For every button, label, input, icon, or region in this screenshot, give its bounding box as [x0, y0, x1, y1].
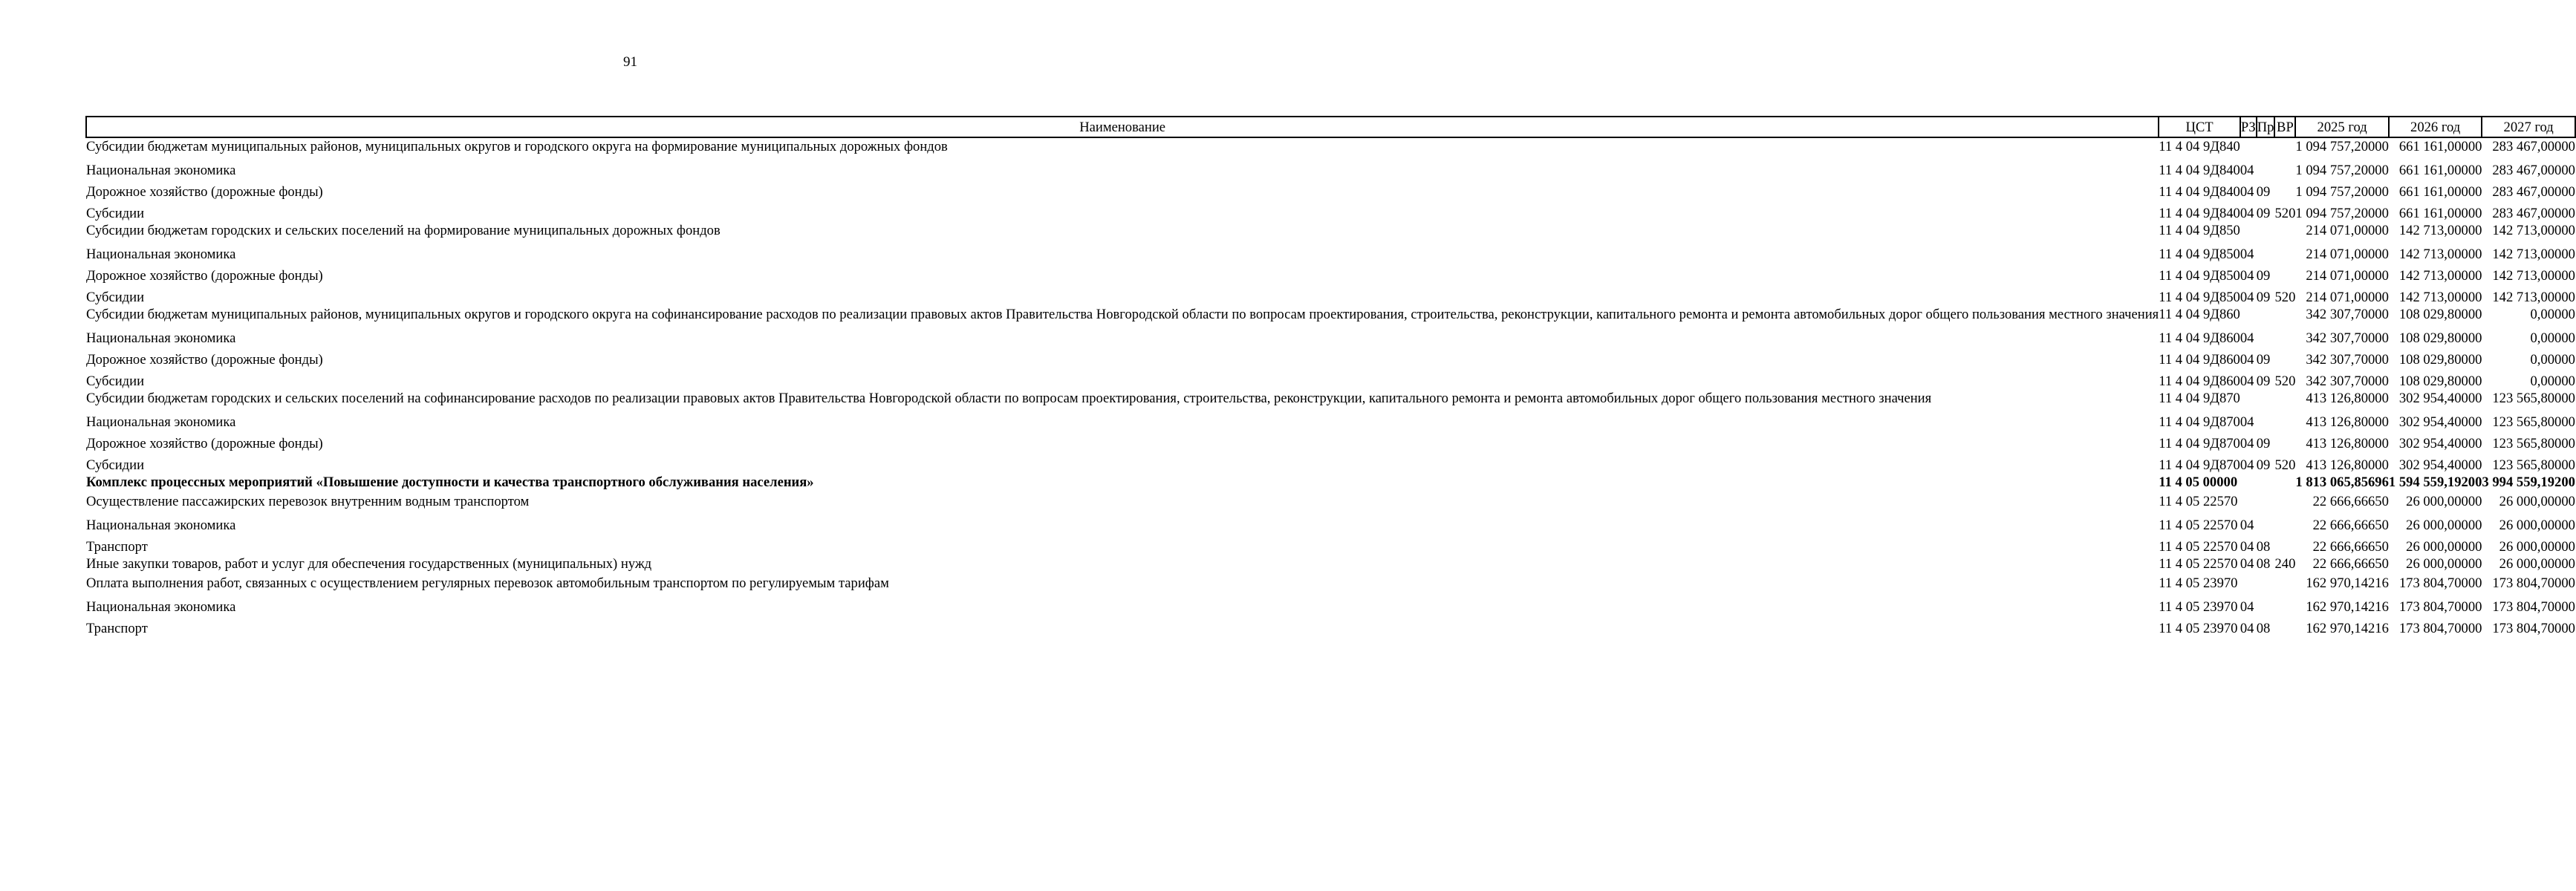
cell-vr	[2274, 347, 2295, 368]
cell-2025: 162 970,14216	[2306, 599, 2389, 615]
cell-2027: 26 000,00000	[2499, 556, 2575, 572]
table-row	[86, 241, 2575, 263]
cell-name: Осуществление пассажирских перевозок внутренним водным транспортом	[86, 494, 530, 509]
cell-vr	[2274, 306, 2295, 325]
cell-2026: 1 594 559,19200	[2388, 474, 2482, 490]
table-row	[86, 616, 2575, 637]
table-row	[86, 157, 2575, 179]
cell-rz: 04	[2240, 352, 2254, 368]
table-row	[86, 179, 2575, 200]
cell-cst: 11 4 05 23970	[2159, 599, 2238, 615]
cell-2027: 283 467,00000	[2492, 184, 2575, 200]
cell-cst: 11 4 04 9Д870	[2159, 457, 2240, 473]
table-row	[86, 137, 2575, 157]
cell-rz: 04	[2240, 247, 2254, 262]
header-pr: Пр	[2257, 117, 2275, 137]
cell-cst: 11 4 05 00000	[2159, 474, 2238, 490]
cell-name: Дорожное хозяйство (дорожные фонды)	[86, 352, 323, 368]
cell-2026: 173 804,70000	[2398, 621, 2482, 636]
cell-2027: 123 565,80000	[2492, 457, 2575, 473]
table-row	[86, 263, 2575, 284]
cell-2027: 26 000,00000	[2499, 539, 2575, 555]
cell-vr: 240	[2274, 556, 2296, 572]
cell-rz: 04	[2240, 556, 2254, 572]
cell-rz	[2240, 493, 2257, 512]
cell-2026: 661 161,00000	[2398, 184, 2482, 200]
cell-2025: 1 094 757,20000	[2295, 139, 2389, 154]
cell-vr	[2274, 616, 2295, 637]
cell-2025: 413 126,80000	[2306, 436, 2389, 451]
cell-pr	[2257, 222, 2275, 241]
cell-2026: 142 713,00000	[2398, 290, 2482, 305]
cell-vr	[2274, 474, 2295, 493]
cell-2027: 123 565,80000	[2492, 414, 2575, 430]
cell-2026: 173 804,70000	[2398, 575, 2482, 591]
cell-pr	[2257, 390, 2275, 409]
cell-name: Субсидии	[86, 206, 145, 221]
cell-pr	[2257, 474, 2275, 493]
cell-pr	[2257, 241, 2275, 263]
cell-2025: 22 666,66650	[2312, 556, 2389, 572]
cell-2025: 342 307,70000	[2306, 373, 2389, 389]
cell-2027: 0,00000	[2530, 307, 2575, 322]
cell-name: Национальная экономика	[86, 518, 236, 533]
cell-vr: 520	[2274, 206, 2296, 221]
cell-cst: 11 4 04 9Д850	[2159, 223, 2240, 238]
cell-vr	[2274, 409, 2295, 431]
table-row	[86, 347, 2575, 368]
cell-pr: 09	[2256, 457, 2271, 473]
cell-cst: 11 4 04 9Д840	[2159, 206, 2240, 221]
cell-2027: 0,00000	[2530, 373, 2575, 389]
cell-2027: 26 000,00000	[2499, 518, 2575, 533]
cell-2025: 413 126,80000	[2306, 414, 2389, 430]
cell-2027: 283 467,00000	[2492, 139, 2575, 154]
cell-2025: 22 666,66650	[2312, 518, 2389, 533]
cell-rz: 04	[2240, 290, 2254, 305]
cell-cst: 11 4 05 23970	[2159, 621, 2238, 636]
cell-name: Субсидии бюджетам муниципальных районов, муниципальных округов и городского округа на формирование муниципальных дорожных фондов	[86, 139, 948, 154]
cell-pr: 08	[2256, 621, 2271, 636]
cell-name: Национальная экономика	[86, 330, 236, 346]
cell-rz: 04	[2240, 373, 2254, 389]
cell-2026: 661 161,00000	[2398, 163, 2482, 178]
header-2027: 2027 год	[2482, 117, 2575, 137]
cell-cst: 11 4 04 9Д850	[2159, 268, 2240, 284]
cell-rz: 04	[2240, 621, 2254, 636]
table-row	[86, 452, 2575, 474]
cell-pr: 09	[2256, 352, 2271, 368]
cell-2025: 162 970,14216	[2306, 575, 2389, 591]
cell-pr	[2257, 137, 2275, 157]
cell-vr	[2274, 575, 2295, 594]
cell-cst: 11 4 04 9Д860	[2159, 352, 2240, 368]
cell-2027: 283 467,00000	[2492, 206, 2575, 221]
cell-name: Субсидии бюджетам городских и сельских поселений на софинансирование расходов по реализации правовых актов Правительства Новгородской области по вопросам проектирования, строительства, реконструкции, капитального ремонта и ремонта автомобильных дорог общего пользования местного значения	[86, 391, 1932, 406]
cell-cst: 11 4 04 9Д870	[2159, 391, 2240, 406]
cell-vr	[2274, 137, 2295, 157]
cell-vr: 520	[2274, 290, 2296, 305]
cell-name: Национальная экономика	[86, 599, 236, 615]
cell-cst: 11 4 04 9Д860	[2159, 373, 2240, 389]
cell-rz: 04	[2240, 163, 2254, 178]
cell-2026: 661 161,00000	[2398, 206, 2482, 221]
page-number: 91	[623, 54, 637, 70]
table-row	[86, 200, 2575, 222]
cell-2026: 26 000,00000	[2406, 518, 2482, 533]
cell-2026: 142 713,00000	[2398, 247, 2482, 262]
cell-cst: 11 4 04 9Д870	[2159, 414, 2240, 430]
cell-2025: 22 666,66650	[2312, 494, 2389, 509]
cell-name: Транспорт	[86, 539, 148, 555]
cell-pr	[2257, 325, 2275, 347]
cell-rz: 04	[2240, 518, 2254, 533]
cell-rz: 04	[2240, 268, 2254, 284]
cell-name: Субсидии	[86, 290, 145, 305]
cell-name: Национальная экономика	[86, 163, 236, 178]
cell-name: Транспорт	[86, 621, 148, 636]
cell-name: Дорожное хозяйство (дорожные фонды)	[86, 184, 323, 200]
cell-2026: 302 954,40000	[2398, 436, 2482, 451]
cell-rz: 04	[2240, 206, 2254, 221]
cell-vr	[2274, 534, 2295, 555]
cell-2025: 214 071,00000	[2306, 247, 2389, 262]
table-row	[86, 284, 2575, 306]
cell-name: Дорожное хозяйство (дорожные фонды)	[86, 268, 323, 284]
cell-2027: 0,00000	[2530, 330, 2575, 346]
table-row	[86, 325, 2575, 347]
cell-pr: 09	[2256, 268, 2271, 284]
cell-cst: 11 4 04 9Д840	[2159, 184, 2240, 200]
cell-vr	[2274, 157, 2295, 179]
table-row	[86, 555, 2575, 575]
header-2025: 2025 год	[2295, 117, 2389, 137]
cell-vr: 520	[2274, 373, 2296, 389]
table-row	[86, 474, 2575, 493]
cell-vr	[2274, 222, 2295, 241]
cell-2026: 26 000,00000	[2406, 556, 2482, 572]
cell-2026: 108 029,80000	[2398, 307, 2482, 322]
cell-cst: 11 4 04 9Д850	[2159, 247, 2240, 262]
cell-2027: 142 713,00000	[2492, 223, 2575, 238]
table-row	[86, 493, 2575, 512]
cell-2025: 1 813 065,85696	[2295, 474, 2389, 490]
cell-name: Национальная экономика	[86, 414, 236, 430]
cell-2026: 26 000,00000	[2406, 539, 2482, 555]
cell-2025: 22 666,66650	[2312, 539, 2389, 555]
cell-vr	[2274, 179, 2295, 200]
cell-2025: 214 071,00000	[2306, 290, 2389, 305]
cell-2025: 413 126,80000	[2306, 457, 2389, 473]
cell-vr	[2274, 241, 2295, 263]
cell-2025: 1 094 757,20000	[2295, 184, 2389, 200]
cell-2025: 1 094 757,20000	[2295, 206, 2389, 221]
cell-rz	[2240, 575, 2257, 594]
cell-vr	[2274, 325, 2295, 347]
cell-cst: 11 4 05 23970	[2159, 575, 2238, 591]
cell-2025: 342 307,70000	[2306, 352, 2389, 368]
cell-2025: 214 071,00000	[2306, 223, 2389, 238]
cell-vr	[2274, 512, 2295, 534]
header-cst: ЦСТ	[2159, 117, 2240, 137]
cell-name: Субсидии бюджетам муниципальных районов, муниципальных округов и городского округа на софинансирование расходов по реализации правовых актов Правительства Новгородской области по вопросам проектирования, строительства, реконструкции, капитального ремонта и ремонта автомобильных дорог общего пользования местного значения	[86, 307, 2159, 322]
cell-cst: 11 4 04 9Д870	[2159, 436, 2240, 451]
cell-2026: 142 713,00000	[2398, 268, 2482, 284]
cell-2026: 302 954,40000	[2398, 414, 2482, 430]
table-row	[86, 306, 2575, 325]
header-name: Наименование	[86, 117, 2159, 137]
cell-rz: 04	[2240, 539, 2254, 555]
cell-2026: 26 000,00000	[2406, 494, 2482, 509]
cell-cst: 11 4 04 9Д860	[2159, 330, 2240, 346]
cell-2025: 214 071,00000	[2306, 268, 2389, 284]
cell-2027: 123 565,80000	[2492, 391, 2575, 406]
cell-pr	[2257, 575, 2275, 594]
cell-2026: 661 161,00000	[2398, 139, 2482, 154]
cell-pr: 08	[2256, 539, 2271, 555]
cell-cst: 11 4 05 22570	[2159, 494, 2238, 509]
cell-name: Иные закупки товаров, работ и услуг для обеспечения государственных (муниципальных) нужд	[86, 556, 652, 572]
cell-pr: 09	[2256, 184, 2271, 200]
cell-2027: 173 804,70000	[2492, 599, 2575, 615]
cell-cst: 11 4 04 9Д860	[2159, 307, 2240, 322]
cell-2025: 342 307,70000	[2306, 330, 2389, 346]
cell-pr: 08	[2256, 556, 2271, 572]
cell-rz: 04	[2240, 414, 2254, 430]
cell-2025: 413 126,80000	[2306, 391, 2389, 406]
cell-2026: 108 029,80000	[2398, 352, 2482, 368]
cell-name: Комплекс процессных мероприятий «Повышение доступности и качества транспортного обслуживания населения»	[86, 474, 814, 490]
cell-pr	[2257, 306, 2275, 325]
table-body	[86, 137, 2575, 637]
cell-pr	[2257, 512, 2275, 534]
cell-name: Субсидии	[86, 457, 145, 473]
table-header-row	[86, 117, 2575, 137]
table-row	[86, 368, 2575, 390]
cell-rz	[2240, 390, 2257, 409]
cell-2027: 142 713,00000	[2492, 247, 2575, 262]
cell-name: Дорожное хозяйство (дорожные фонды)	[86, 436, 323, 451]
cell-rz	[2240, 137, 2257, 157]
cell-pr	[2257, 594, 2275, 616]
cell-cst: 11 4 05 22570	[2159, 518, 2238, 533]
cell-2027: 3 994 559,19200	[2482, 474, 2575, 490]
cell-name: Субсидии бюджетам городских и сельских поселений на формирование муниципальных дорожных фондов	[86, 223, 721, 238]
cell-2027: 142 713,00000	[2492, 268, 2575, 284]
cell-vr	[2274, 431, 2295, 452]
cell-rz	[2240, 222, 2257, 241]
cell-cst: 11 4 05 22570	[2159, 539, 2238, 555]
cell-rz: 04	[2240, 599, 2254, 615]
cell-rz	[2240, 306, 2257, 325]
cell-2026: 173 804,70000	[2398, 599, 2482, 615]
cell-rz	[2240, 474, 2257, 493]
cell-rz: 04	[2240, 457, 2254, 473]
header-vr: ВР	[2274, 117, 2295, 137]
cell-2025: 1 094 757,20000	[2295, 163, 2389, 178]
cell-2027: 0,00000	[2530, 352, 2575, 368]
cell-2027: 173 804,70000	[2492, 575, 2575, 591]
cell-vr	[2274, 493, 2295, 512]
cell-cst: 11 4 05 22570	[2159, 556, 2238, 572]
table-row	[86, 222, 2575, 241]
cell-rz: 04	[2240, 184, 2254, 200]
cell-pr	[2257, 409, 2275, 431]
cell-2027: 173 804,70000	[2492, 621, 2575, 636]
cell-pr	[2257, 157, 2275, 179]
table-row	[86, 575, 2575, 594]
cell-2026: 142 713,00000	[2398, 223, 2482, 238]
cell-2026: 108 029,80000	[2398, 330, 2482, 346]
cell-pr: 09	[2256, 436, 2271, 451]
cell-vr	[2274, 390, 2295, 409]
cell-2027: 283 467,00000	[2492, 163, 2575, 178]
cell-cst: 11 4 04 9Д840	[2159, 139, 2240, 154]
table-row	[86, 390, 2575, 409]
table-row	[86, 431, 2575, 452]
cell-2027: 123 565,80000	[2492, 436, 2575, 451]
cell-2027: 26 000,00000	[2499, 494, 2575, 509]
cell-rz: 04	[2240, 330, 2254, 346]
cell-rz: 04	[2240, 436, 2254, 451]
cell-name: Оплата выполнения работ, связанных с осуществлением регулярных перевозок автомобильным транспортом по регулируемым тарифам	[86, 575, 889, 591]
cell-pr: 09	[2256, 290, 2271, 305]
cell-cst: 11 4 04 9Д840	[2159, 163, 2240, 178]
cell-vr: 520	[2274, 457, 2296, 473]
cell-name: Субсидии	[86, 373, 145, 389]
table-row	[86, 594, 2575, 616]
cell-vr	[2274, 594, 2295, 616]
cell-2026: 302 954,40000	[2398, 457, 2482, 473]
cell-vr	[2274, 263, 2295, 284]
cell-2027: 142 713,00000	[2492, 290, 2575, 305]
cell-2025: 342 307,70000	[2306, 307, 2389, 322]
table-row	[86, 409, 2575, 431]
cell-name: Национальная экономика	[86, 247, 236, 262]
cell-pr: 09	[2256, 206, 2271, 221]
cell-2025: 162 970,14216	[2306, 621, 2389, 636]
table-row	[86, 534, 2575, 555]
cell-2026: 302 954,40000	[2398, 391, 2482, 406]
cell-pr: 09	[2256, 373, 2271, 389]
header-rz: РЗ	[2240, 117, 2257, 137]
budget-table	[85, 116, 2576, 637]
header-2026: 2026 год	[2389, 117, 2482, 137]
cell-cst: 11 4 04 9Д850	[2159, 290, 2240, 305]
table-row	[86, 512, 2575, 534]
cell-pr	[2257, 493, 2275, 512]
cell-2026: 108 029,80000	[2398, 373, 2482, 389]
